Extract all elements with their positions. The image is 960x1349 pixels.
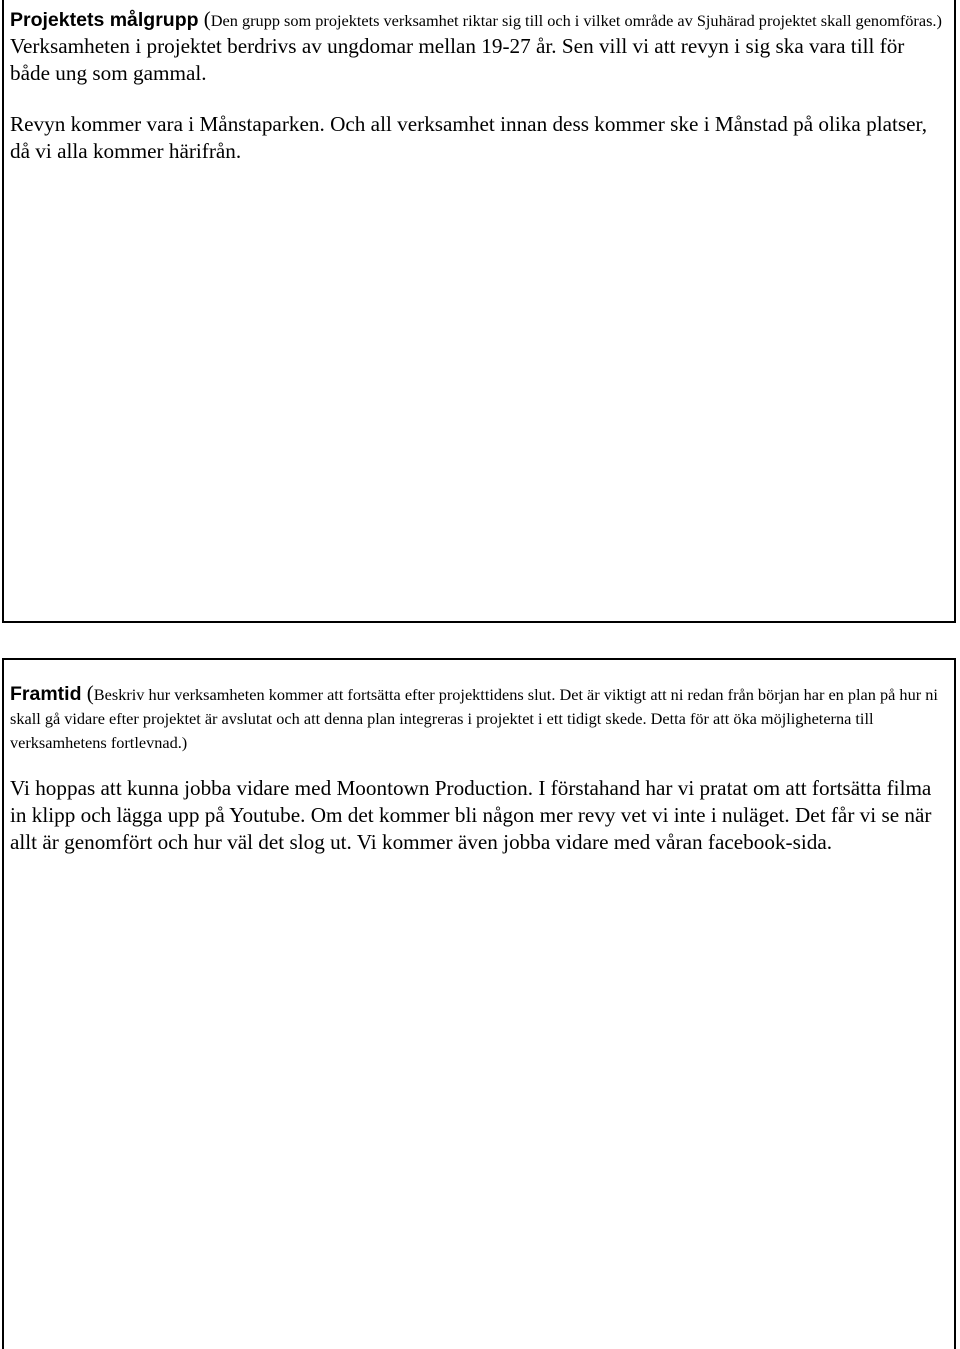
- target-group-paragraph-1: Verksamheten i projektet berdrivs av ungdomar mellan 19-27 år. Sen vill vi att revyn i sig ska vara till för både ung som gammal.: [10, 34, 905, 85]
- target-group-description: Den grupp som projektets verksamhet riktar sig till och i vilket område av Sjuhärad projektet skall genomföras.): [210, 11, 942, 30]
- target-group-paragraph-2: Revyn kommer vara i Månstaparken. Och all verksamhet innan dess kommer ske i Månstad på olika platser, då vi alla kommer härifrån.: [10, 112, 928, 163]
- future-section: [2, 658, 956, 1349]
- target-group-heading: [10, 8, 948, 33]
- target-group-section: [2, 0, 956, 623]
- future-paragraph-1: Vi hoppas att kunna jobba vidare med Moontown Production. I förstahand har vi pratat om att fortsätta filma in klipp och lägga upp på Youtube. Om det kommer bli någon mer revy vet vi inte i nuläget. Det får vi se när allt är genomfört och hur väl det slog ut. Vi kommer även jobba vidare med våran facebook-sida.: [10, 776, 932, 854]
- target-group-title: Projektets målgrupp: [10, 9, 199, 31]
- future-description: Beskriv hur verksamheten kommer att fortsätta efter projekttidens slut. Det är viktigt att ni redan från början har en plan på hur ni skall gå vidare efter projektet är avslutat och att denna plan integreras i projektet i ett tidigt skede. Detta för att öka möjligheterna till verksamhetens fortlevnad.): [10, 685, 938, 752]
- target-group-open-paren: (: [198, 7, 211, 31]
- future-heading: [10, 682, 948, 755]
- future-open-paren: (: [81, 681, 94, 705]
- future-title: Framtid: [10, 683, 82, 705]
